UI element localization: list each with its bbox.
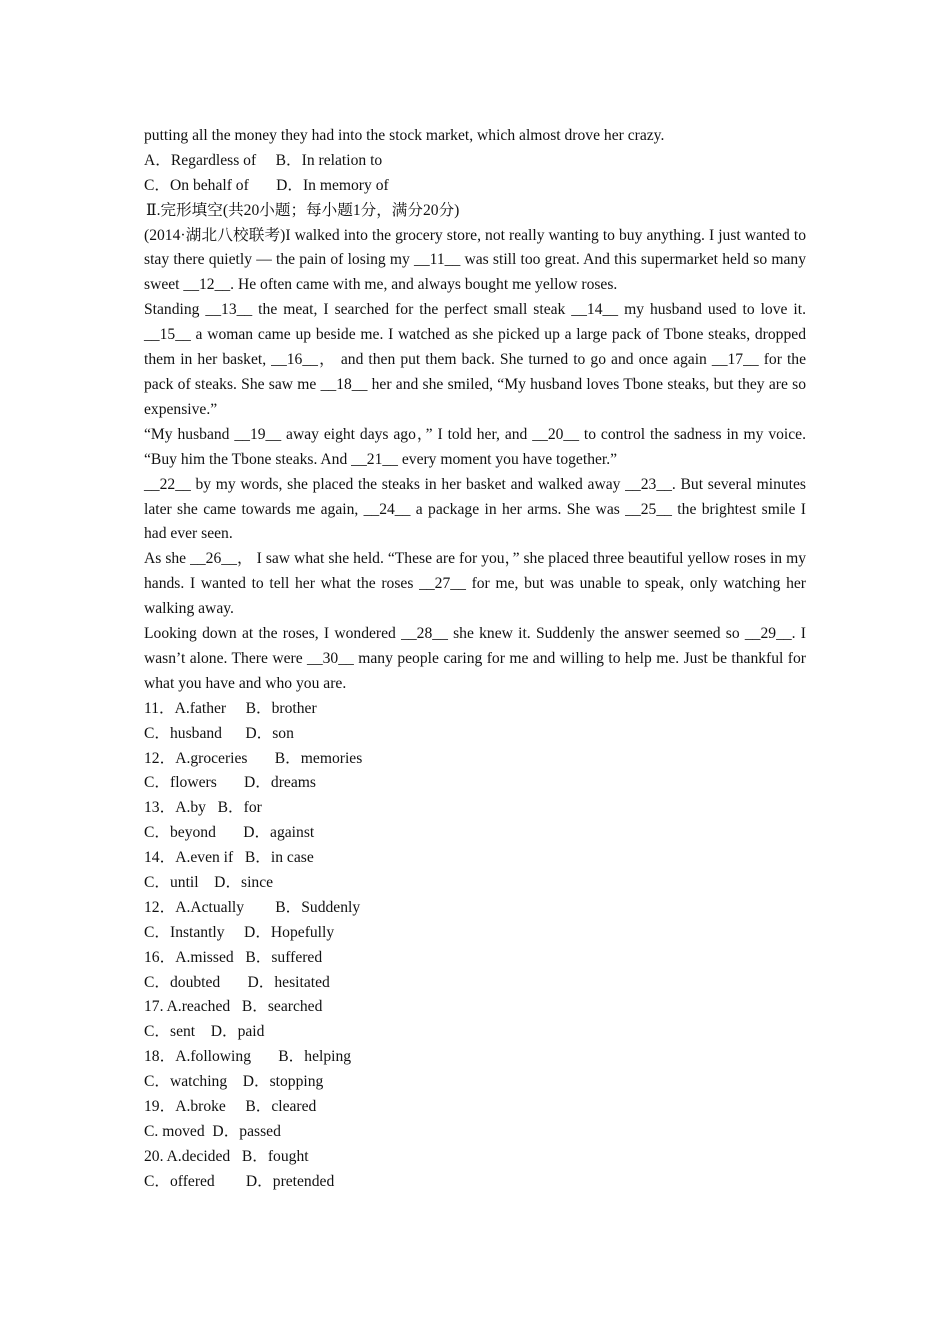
question-options-cd: C．beyond D．against — [144, 824, 315, 842]
question-options-ab: 12．A.Actually B．Suddenly — [144, 898, 361, 916]
question-options-cd: C．doubted D．hesitated — [144, 973, 330, 991]
prev-question-options-ab: A．Regardless of B．In relation to — [144, 151, 383, 169]
prev-question-stem: putting all the money they had into the stock market, which almost drove her crazy. — [144, 127, 665, 144]
question-item — [144, 995, 806, 1045]
question-options-ab: 11．A.father B．brother — [144, 699, 317, 717]
passage-paragraph-2: Standing __13__ the meat, I searched for the perfect small steak __14__ my husband used to love it. __15__ a woman came up beside me. I watched as she picked up a large pack of Tbone steaks, dropped them in her basket, __16__， and then put them back. She turned to go and once again __17__ for the pack of steaks. She saw me __18__ her and she smiled, “My husband loves Tbone steaks, but they are so expensive.” — [144, 301, 806, 418]
passage-paragraph-3: “My husband __19__ away eight days ago，” I told her, and __20__ to control the sadness in my voice. “Buy him the Tbone steaks. And __21__ every moment you have together.” — [144, 425, 806, 468]
passage-paragraph-5: As she __26__， I saw what she held. “These are for you，” she placed three beautiful yellow roses in my hands. I wanted to tell her what the roses __27__ for me, but was unable to speak, only watching her walking away. — [144, 550, 806, 618]
prev-question-options-cd: C．On behalf of D．In memory of — [144, 176, 389, 194]
question-options-cd: C．husband D．son — [144, 724, 294, 742]
question-options-cd: C．until D．since — [144, 874, 274, 892]
question-item — [144, 747, 806, 797]
question-options-cd: C. moved D．passed — [144, 1122, 281, 1140]
passage-paragraph-1: (2014·湖北八校联考)I walked into the grocery store, not really wanting to buy anything. I just wanted to stay there quietly — the pain of losing my __11__ was still too great. And this supermarket held so many sweet __12__. He often came with me, and always bought me yellow roses. — [144, 226, 806, 294]
question-item — [144, 1095, 806, 1145]
question-item — [144, 1145, 806, 1195]
question-list — [144, 697, 806, 1195]
passage-paragraph-6: Looking down at the roses, I wondered __28__ she knew it. Suddenly the answer seemed so __29__. I wasn’t alone. There were __30__ many people caring for me and willing to help me. Just be thankful for what you have and who you are. — [144, 625, 806, 692]
question-options-ab: 16．A.missed B．suffered — [144, 948, 323, 966]
question-options-cd: C．offered D．pretended — [144, 1172, 335, 1190]
question-item — [144, 896, 806, 946]
passage-paragraph-4: __22__ by my words, she placed the steaks in her basket and walked away __23__. But several minutes later she came towards me again, __24__ a package in her arms. She was __25__ the brightest smile I had ever seen. — [144, 475, 806, 543]
question-options-ab: 17. A.reached B．searched — [144, 998, 323, 1016]
question-options-ab: 12．A.groceries B．memories — [144, 749, 363, 767]
question-options-ab: 14．A.even if B．in case — [144, 849, 314, 867]
question-options-cd: C．Instantly D．Hopefully — [144, 923, 335, 941]
question-options-cd: C．sent D．paid — [144, 1023, 265, 1041]
question-options-ab: 18．A.following B．helping — [144, 1048, 352, 1066]
question-item — [144, 1045, 806, 1095]
question-options-cd: C．watching D．stopping — [144, 1073, 324, 1091]
question-options-ab: 19．A.broke B．cleared — [144, 1098, 317, 1116]
question-options-ab: 13．A.by B．for — [144, 799, 262, 817]
question-item — [144, 697, 806, 747]
question-options-cd: C．flowers D．dreams — [144, 774, 316, 792]
question-options-ab: 20. A.decided B．fought — [144, 1147, 309, 1165]
section-heading: Ⅱ.完形填空(共20小题；每小题1分，满分20分) — [146, 201, 460, 219]
question-item — [144, 796, 806, 846]
question-item — [144, 946, 806, 996]
document-page — [144, 124, 806, 1195]
question-item — [144, 846, 806, 896]
